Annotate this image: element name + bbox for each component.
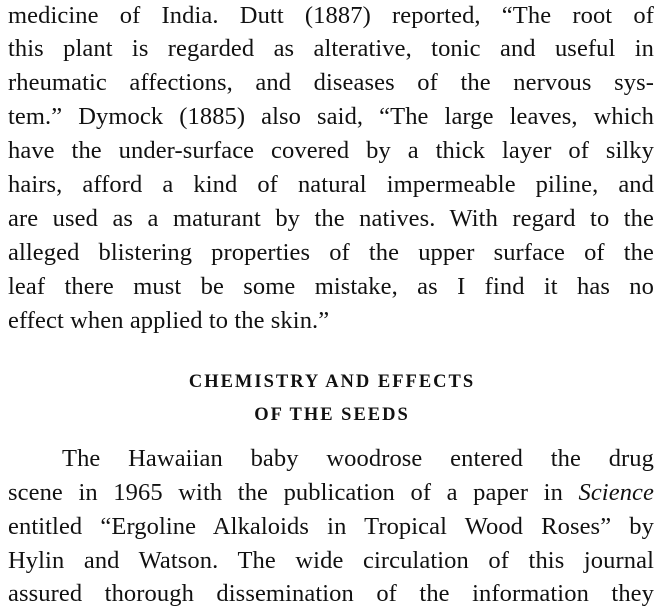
section-heading-text: OF THE SEEDS bbox=[254, 405, 410, 425]
text-line: hairs, afford a kind of natural impermeable piline, and bbox=[8, 171, 654, 198]
text-line: this plant is regarded as alterative, tonic and useful in bbox=[8, 35, 654, 62]
text-line: The Hawaiian baby woodrose entered the drug bbox=[62, 445, 654, 472]
text-line: have the under-surface covered by a thick layer of silky bbox=[8, 137, 654, 164]
text-line: medicine of India. Dutt (1887) reported, “The root of bbox=[8, 2, 654, 29]
text-line: entitled “Ergoline Alkaloids in Tropical Wood Roses” by bbox=[8, 513, 654, 540]
text-line: alleged blistering properties of the upper surface of the bbox=[8, 239, 654, 266]
journal-title: Science bbox=[578, 479, 654, 506]
text-line: are used as a maturant by the natives. With regard to the bbox=[8, 205, 654, 232]
text-line: assured thorough dissemination of the information they bbox=[8, 580, 654, 607]
text-line bbox=[8, 481, 654, 506]
section-heading-text: CHEMISTRY AND EFFECTS bbox=[188, 372, 476, 392]
text-fragment: scene in 1965 with the publication of a paper in bbox=[8, 479, 579, 506]
section-heading-line-2 bbox=[0, 406, 664, 425]
text-line: Hylin and Watson. The wide circulation of this journal bbox=[8, 547, 654, 574]
section-heading-line-1 bbox=[0, 373, 664, 392]
text-line: tem.” Dymock (1885) also said, “The large leaves, which bbox=[8, 103, 654, 130]
text-line: effect when applied to the skin.” bbox=[8, 307, 330, 334]
text-line: leaf there must be some mistake, as I find it has no bbox=[8, 273, 654, 300]
text-line: rheumatic affections, and diseases of the nervous sys- bbox=[8, 69, 654, 96]
